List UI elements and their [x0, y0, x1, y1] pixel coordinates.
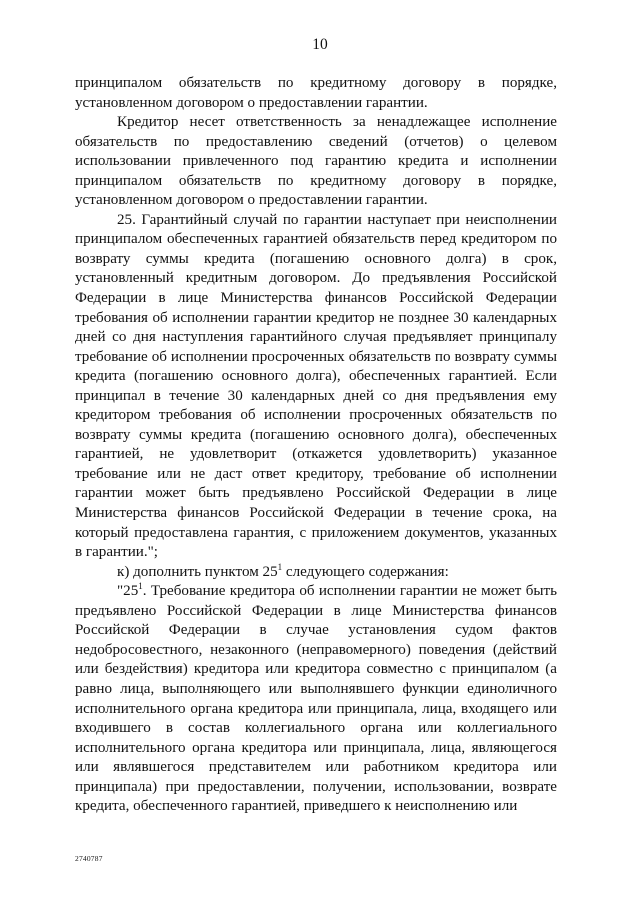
- amendment-text-start: к) дополнить пунктом 25: [117, 563, 278, 580]
- paragraph-continuation: принципалом обязательств по кредитному договору в порядке, установленном договором о предоставлении гарантии.: [75, 75, 557, 111]
- paragraph-amendment-k: [75, 563, 557, 583]
- amendment-text-end: следующего содержания:: [282, 563, 449, 580]
- amendment-superscript: 1: [277, 561, 283, 572]
- paragraph-creditor-liability: Кредитор несет ответственность за ненадлежащее исполнение обязательств по предоставлению сведений (отчетов) о целевом использовании привлеченного под гарантию кредита и исполнении принципалом обязательств по кредитному договору в порядке, установленном договором о предоставлении гарантии.: [75, 114, 557, 209]
- document-code: 2740787: [75, 854, 103, 863]
- paragraph-25-1-requirement: [75, 582, 557, 817]
- clause-superscript: 1: [138, 581, 143, 592]
- clause-text: . Требование кредитора об исполнении гарантии не может быть предъявлено Российской Федерации в лице Министерства финансов Российской Федерации в случае установления судом фактов недобросовестного, незаконного (неправомерного) поведения (действий или бездействия) кредитора или кредитора совместно с принципалом (а равно лица, выполняющего или выполнявшего функции единоличного исполнительного органа кредитора или принципала, лица, входящего или входившего в состав коллегиального органа или коллегиального исполнительного органа кредитора или принципала, лица, являющегося или являвшегося представителем или работником кредитора или принципала) при предоставлении, получении, использовании, возврате кредита, обеспеченного гарантией, приведшего к неисполнению или: [75, 583, 557, 815]
- document-body: [75, 74, 557, 817]
- page-number: 10: [312, 36, 328, 53]
- clause-number: "25: [117, 583, 139, 600]
- paragraph-25-guarantee-case: 25. Гарантийный случай по гарантии наступает при неисполнении принципалом обеспеченных гарантией обязательств перед кредитором по возврату суммы кредита (погашению основного долга) в срок, установленный кредитным договором. До предъявления Российской Федерации в лице Министерства финансов Российской Федерации требования об исполнении гарантии кредитор не позднее 30 календарных дней со дня наступления гарантийного случая предъявляет принципалу требование об исполнении просроченных обязательств по возврату суммы кредита (погашению основного долга), обеспеченных гарантией. Если принципал в течение 30 календарных дней со дня предъявления ему кредитором требования об исполнении просроченных обязательств по возврату суммы кредита (погашению основного долга), обеспеченных гарантией, не удовлетворит (откажется удовлетворить) указанное требование или не даст ответ кредитору, требование об исполнении гарантии может быть предъявлено Российской Федерации в лице Министерства финансов Российской Федерации в течение срока, на который предоставлена гарантия, с приложением документов, указанных в гарантии.";: [75, 211, 557, 561]
